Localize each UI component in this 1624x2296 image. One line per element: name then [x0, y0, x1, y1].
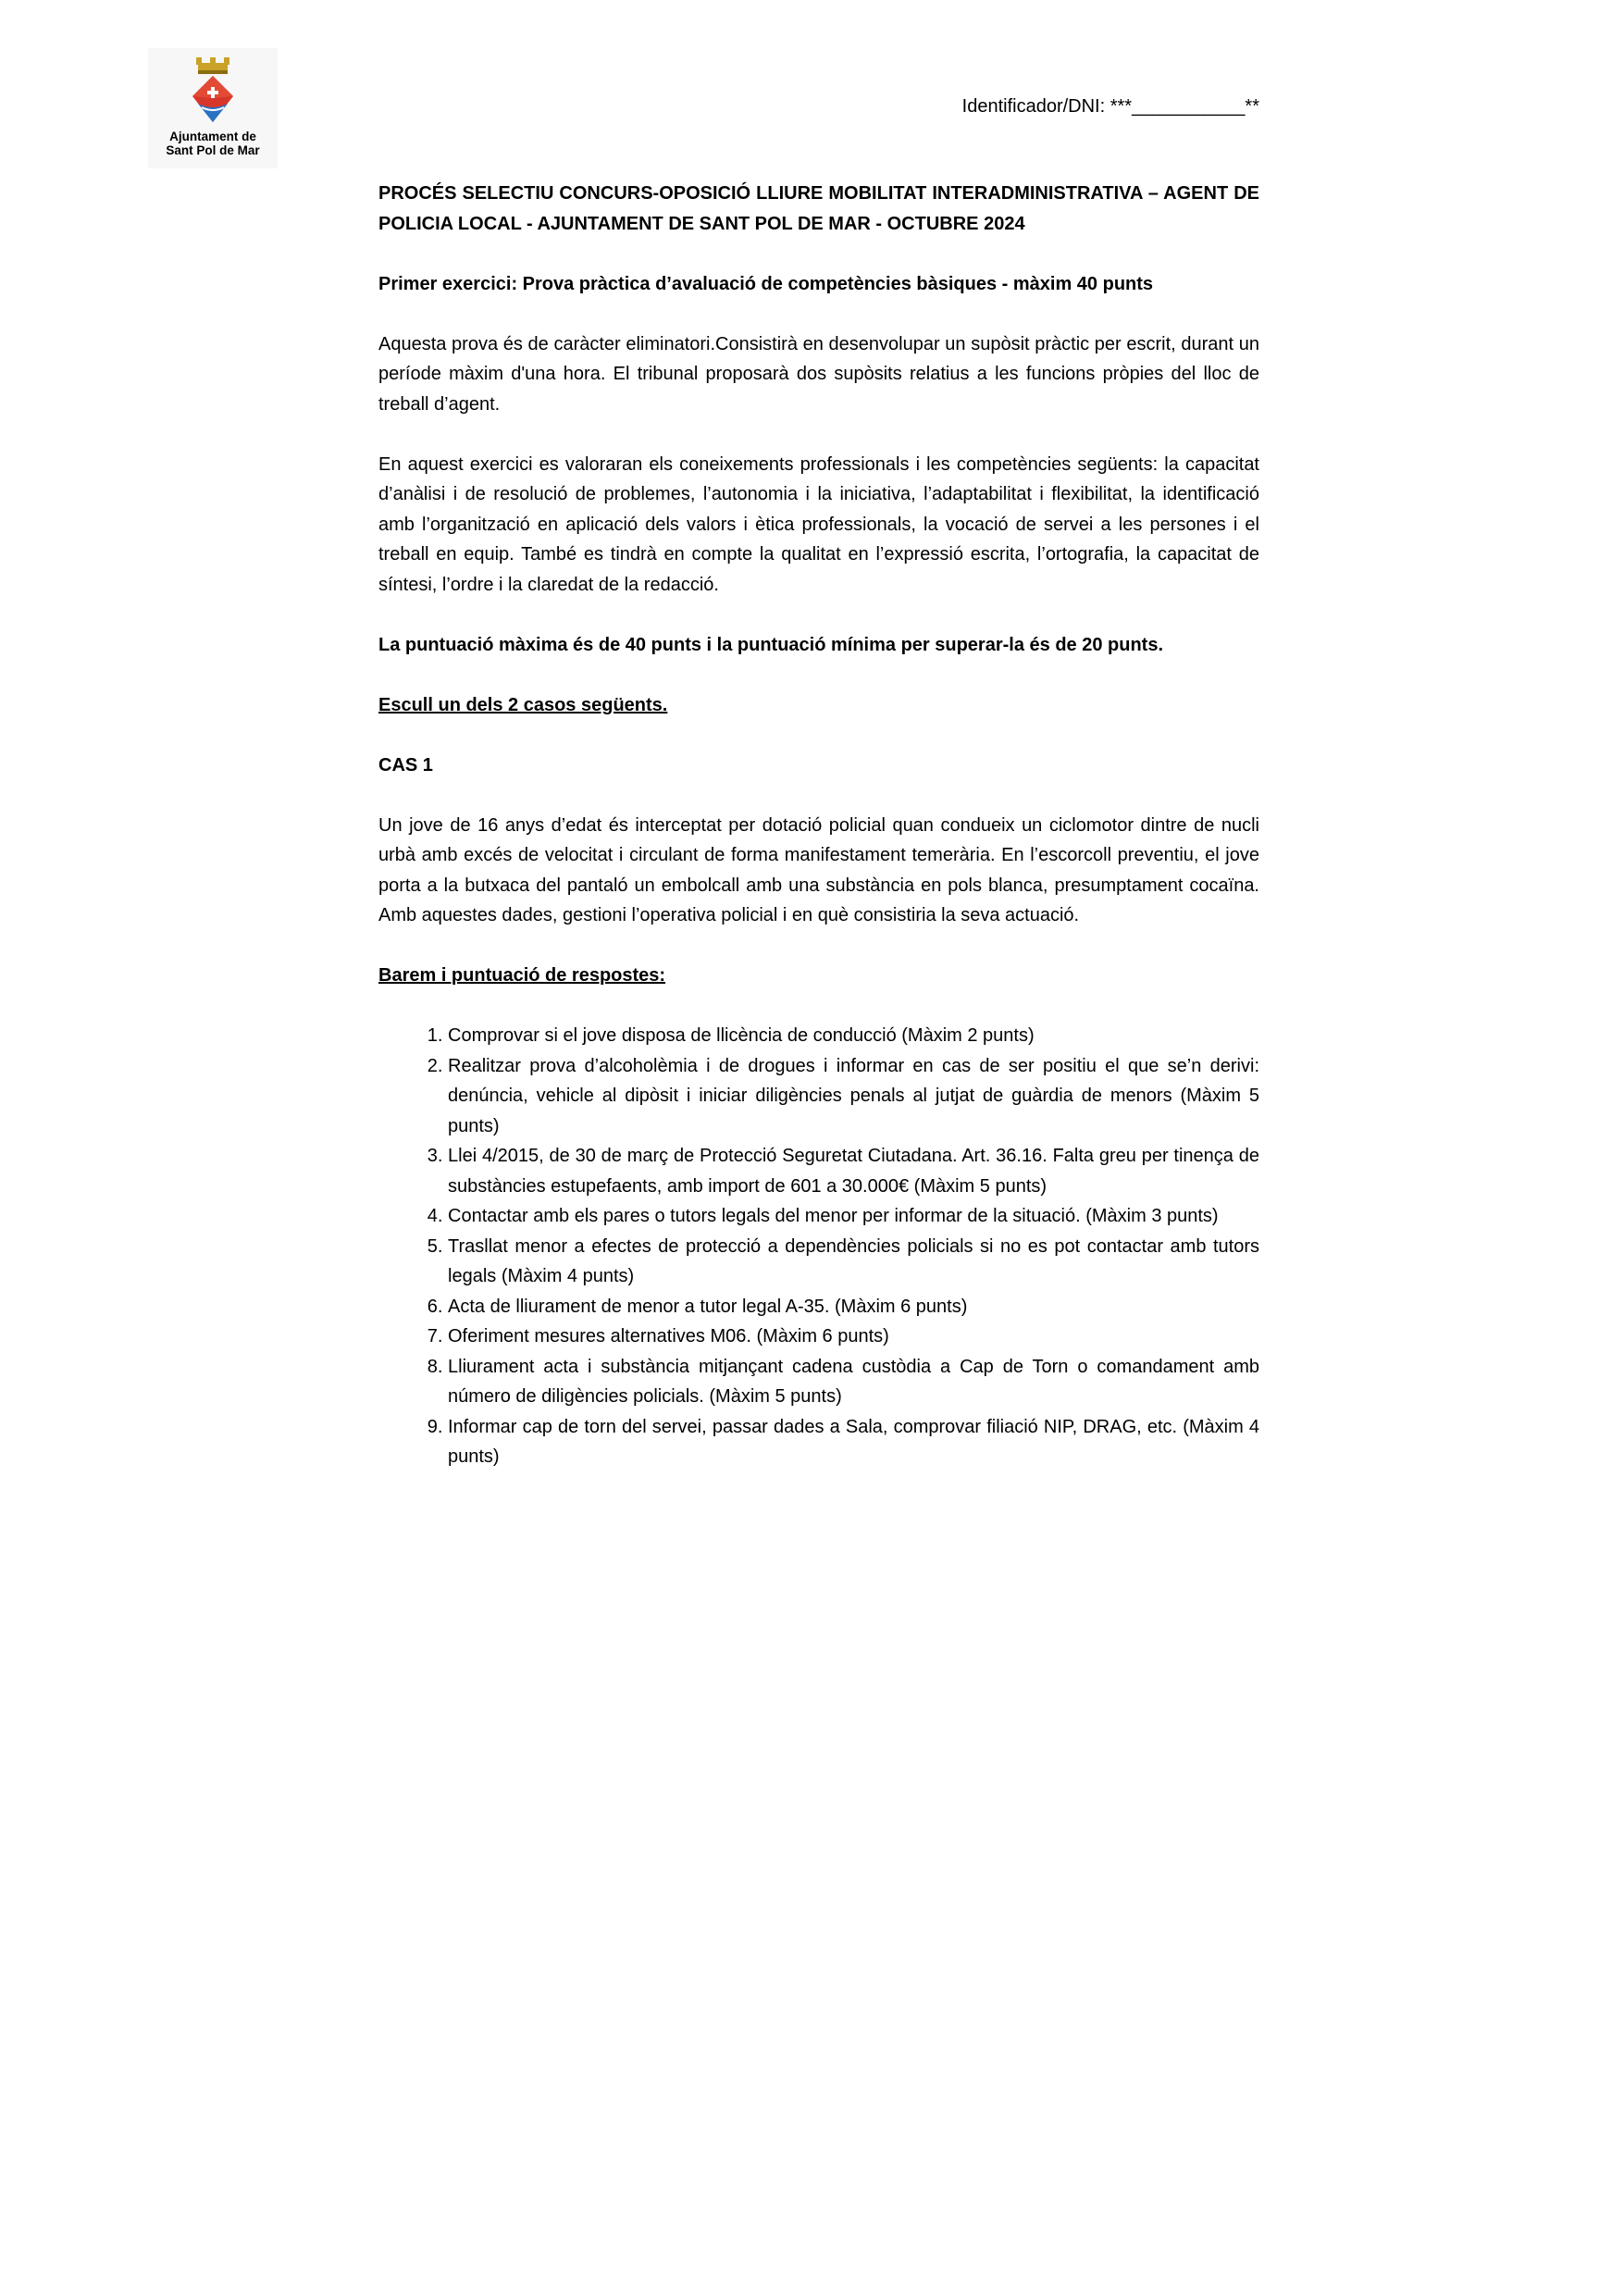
list-item: 2. Realitzar prova d’alcoholèmia i de drogues i informar en cas de ser positiu el que se’n derivi: denúncia, vehicle al dipòsit i iniciar diligències penals al jutjat de guàrdia de menors (Màxim 5 punts) — [448, 1051, 1259, 1142]
list-item: 1. Comprovar si el jove disposa de llicència de conducció (Màxim 2 punts) — [448, 1021, 1259, 1051]
list-item: 3. Llei 4/2015, de 30 de març de Protecció Seguretat Ciutadana. Art. 36.16. Falta greu per tinença de substàncies estupefaents, amb import de 601 a 30.000€ (Màxim 5 punts) — [448, 1141, 1259, 1201]
list-item: 5. Trasllat menor a efectes de protecció a dependències policials si no es pot contactar amb tutors legals (Màxim 4 punts) — [448, 1232, 1259, 1292]
list-item: 9. Informar cap de torn del servei, passar dades a Sala, comprovar filiació NIP, DRAG, etc. (Màxim 4 punts) — [448, 1412, 1259, 1472]
logo-line-1: Ajuntament de — [169, 130, 256, 143]
list-item: 7. Oferiment mesures alternatives M06. (Màxim 6 punts) — [448, 1322, 1259, 1352]
list-item: 6. Acta de lliurament de menor a tutor legal A-35. (Màxim 6 punts) — [448, 1292, 1259, 1322]
coat-of-arms-icon — [185, 57, 241, 128]
document-body — [378, 179, 1259, 1472]
logo-line-2: Sant Pol de Mar — [166, 143, 260, 157]
logo-caption — [148, 130, 278, 157]
list-item: 4. Contactar amb els pares o tutors legals del menor per informar de la situació. (Màxim 3 punts) — [448, 1201, 1259, 1232]
barem-title: Barem i puntuació de respostes: — [378, 965, 666, 986]
exercise-subtitle: Primer exercici: Prova pràctica d’avaluació de competències bàsiques - màxim 40 punts — [378, 273, 1154, 294]
score-note: La puntuació màxima és de 40 punts i la puntuació mínima per superar-la és de 20 punts. — [378, 634, 1164, 655]
case-title: CAS 1 — [378, 754, 433, 776]
choose-instruction: Escull un dels 2 casos següents. — [378, 694, 668, 715]
intro-paragraph-1: Aquesta prova és de caràcter eliminatori.Consistirà en desenvolupar un supòsit pràctic per escrit, durant un període màxim d'una hora. El tribunal proposarà dos supòsits relatius a les funcions pròpies del lloc de treball d’agent. — [378, 333, 1259, 415]
barem-list — [378, 1021, 1259, 1472]
municipal-logo — [148, 48, 278, 168]
document-title: PROCÉS SELECTIU CONCURS-OPOSICIÓ LLIURE MOBILITAT INTERADMINISTRATIVA – AGENT DE POLICIA LOCAL - AJUNTAMENT DE SANT POL DE MAR - OCTUBRE 2024 — [378, 183, 1259, 234]
case-text: Un jove de 16 anys d’edat és interceptat per dotació policial quan condueix un ciclomotor dintre de nucli urbà amb excés de velocitat i circulant de forma manifestament temerària. En l’escorcoll preventiu, el jove porta a la butxaca del pantaló un embolcall amb una substància en pols blanca, presumptament cocaïna. Amb aquestes dades, gestioni l’operativa policial i en què consistiria la seva actuació. — [378, 814, 1259, 925]
intro-paragraph-2: En aquest exercici es valoraran els coneixements professionals i les competències següents: la capacitat d’anàlisi i de resolució de problemes, l’autonomia i la iniciativa, l’adaptabilitat i flexibilitat, la identificació amb l’organització en aplicació dels valors i ètica professionals, la vocació de servei a les persones i el treball en equip. També es tindrà en compte la qualitat en l’expressió escrita, l’ortografia, la capacitat de síntesi, l’ordre i la claredat de la redacció. — [378, 453, 1259, 595]
list-item: 8. Lliurament acta i substància mitjançant cadena custòdia a Cap de Torn o comandament amb número de diligències policials. (Màxim 5 punts) — [448, 1352, 1259, 1412]
dni-identifier: Identificador/DNI: ***___________** — [961, 96, 1259, 117]
